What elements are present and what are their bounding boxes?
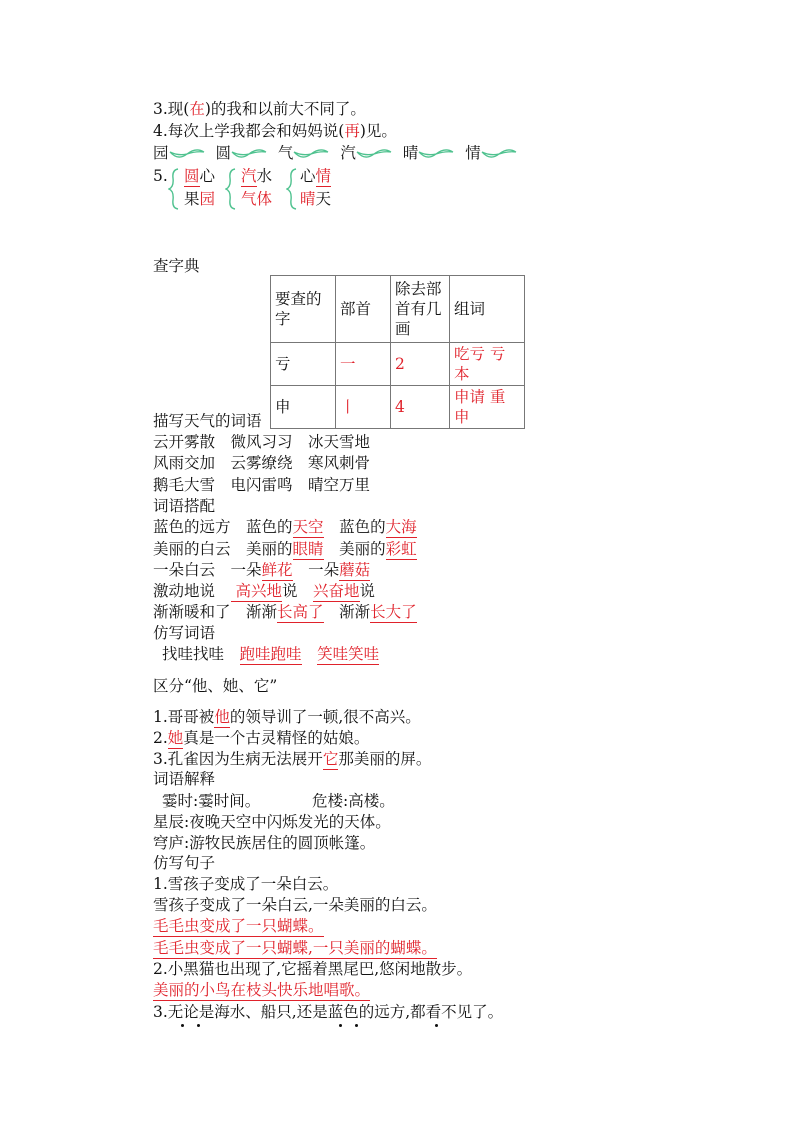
header-words: 组词	[450, 276, 525, 343]
sentence-line: 1.雪孩子变成了一朵白云。	[153, 875, 339, 893]
answer-line: 毛毛虫变成了一只蝴蝶,一只美丽的蝴蝶。	[153, 939, 437, 957]
q5-group-1-top: 圆心	[184, 167, 216, 185]
emphasis-dot	[435, 1024, 438, 1027]
brace-icon	[225, 168, 237, 210]
matching-row: 美丽的白云 美丽的眼睛 美丽的彩虹	[153, 540, 417, 558]
word: 晴	[402, 144, 419, 162]
emphasis-dot	[339, 1024, 342, 1027]
wave-icon	[169, 147, 205, 161]
word: 情	[465, 144, 481, 162]
q5-group-3-top: 心情	[300, 167, 332, 185]
weather-line: 鹅毛大雪 电闪雷鸣 晴空万里	[153, 476, 371, 494]
explain-title: 词语解释	[153, 770, 216, 788]
q5-number: 5.	[153, 167, 168, 185]
sentence-line: 2.小黑猫也出现了,它摇着黑尾巴,悠闲地散步。	[153, 960, 473, 978]
sentences-title: 仿写句子	[153, 854, 216, 872]
emphasis-dot	[355, 1024, 358, 1027]
weather-line: 云开雾散 微风习习 冰天雪地	[153, 433, 371, 451]
answer-line: 美丽的小鸟在枝头快乐地唱歌。	[153, 981, 371, 999]
dictionary-table	[270, 275, 525, 429]
matching-title: 词语搭配	[153, 497, 216, 515]
matching-row: 渐渐暖和了 渐渐长高了 渐渐长大了	[153, 603, 417, 621]
fill-in-q3: 3.现(在)的我和以前大不同了。	[153, 100, 366, 118]
wave-icon	[481, 147, 517, 161]
explain-line: 危楼:高楼。	[312, 792, 395, 810]
wave-icon	[356, 147, 392, 161]
weather-line: 风雨交加 云雾缭绕 寒风刺骨	[153, 454, 371, 472]
header-char: 要查的字	[271, 276, 336, 343]
explain-line: 穹庐:游牧民族居住的圆顶帐篷。	[153, 834, 376, 852]
word: 气	[277, 144, 294, 162]
weather-title: 描写天气的词语	[153, 412, 262, 430]
header-radical: 部首	[336, 276, 391, 343]
explain-line: 霎时:霎时间。	[162, 792, 261, 810]
sentence-line: 雪孩子变成了一朵白云,一朵美丽的白云。	[153, 896, 437, 914]
answer: 在	[189, 100, 205, 118]
wave-icon	[418, 147, 454, 161]
explain-line: 星辰:夜晚天空中闪烁发光的天体。	[153, 813, 391, 831]
matching-row: 蓝色的远方 蓝色的天空 蓝色的大海	[153, 518, 417, 536]
word-row	[153, 143, 523, 164]
answer-line: 毛毛虫变成了一只蝴蝶。	[153, 917, 324, 935]
dictionary-title: 查字典	[153, 257, 200, 275]
imitate-words-title: 仿写词语	[153, 624, 216, 642]
emphasis-dot	[181, 1024, 184, 1027]
wave-icon	[293, 147, 329, 161]
pronoun-q3: 3.孔雀因为生病无法展开它那美丽的屏。	[153, 750, 432, 768]
imitate-words-row: 找哇找哇 跑哇跑哇 笑哇笑哇	[162, 645, 380, 663]
q5-group-2-top: 汽水	[241, 167, 273, 185]
table-row: 亏 一 2 吃亏 亏本	[271, 343, 525, 386]
word: 圆	[215, 144, 231, 162]
wave-icon	[231, 147, 267, 161]
answer: 再	[344, 122, 360, 140]
q5-group-2-bottom: 气体	[241, 190, 273, 208]
emphasis-dot	[197, 1024, 200, 1027]
pronouns-title: 区分“他、她、它”	[153, 677, 278, 695]
matching-row: 一朵白云 一朵鲜花 一朵蘑菇	[153, 561, 371, 579]
q5-group-3-bottom: 晴天	[300, 190, 332, 208]
pronoun-q1: 1.哥哥被他的领导训了一顿,很不高兴。	[153, 708, 421, 726]
header-strokes: 除去部首有几画	[391, 276, 450, 343]
sentence-line: 3.无论是海水、船只,还是蓝色的远方,都看不见了。	[153, 1002, 503, 1023]
word: 汽	[340, 144, 356, 162]
table-row: 申 丨 4 申请 重申	[271, 386, 525, 429]
fill-in-q4: 4.每次上学我都会和妈妈说(再)见。	[153, 122, 397, 140]
brace-icon	[286, 168, 298, 210]
q5-group-1-bottom: 果园	[184, 190, 216, 208]
pronoun-q2: 2.她真是一个古灵精怪的姑娘。	[153, 729, 370, 747]
word: 园	[153, 144, 169, 162]
brace-icon	[168, 168, 180, 210]
matching-row: 激动地说 高兴地说 兴奋地说	[153, 582, 376, 600]
